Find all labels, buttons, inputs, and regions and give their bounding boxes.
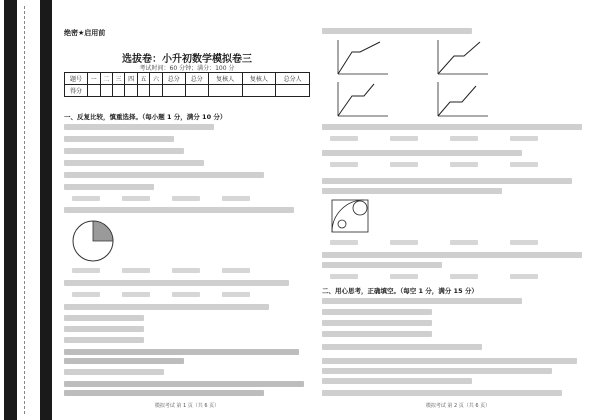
section-2-heading: 二、用心思考，正确填空。（每空 1 分，满分 15 分） xyxy=(322,287,478,295)
page-1 xyxy=(62,0,312,420)
score-cell: 四 xyxy=(125,73,137,85)
score-cell: 总分人 xyxy=(276,73,310,85)
confidential-label: 绝密★启用前 xyxy=(64,29,106,37)
option-line xyxy=(64,326,144,332)
option-line xyxy=(64,337,144,343)
question-9-line xyxy=(322,188,502,194)
question-2-line xyxy=(64,207,294,213)
exam-subtitle: 考试时间：60 分钟；满分：100 分 xyxy=(139,65,235,72)
question-1-line xyxy=(64,184,154,190)
question-14-line xyxy=(322,390,562,396)
question-1-line xyxy=(64,148,184,154)
question-12-line xyxy=(322,344,482,350)
score-cell: 总分 xyxy=(185,73,208,85)
question-6-line xyxy=(64,390,264,396)
option-line xyxy=(64,369,164,375)
question-10-line xyxy=(322,252,582,258)
score-table-header-row xyxy=(65,73,310,85)
question-3-line xyxy=(64,280,289,286)
score-cell: 一 xyxy=(88,73,100,85)
binding-band-right xyxy=(40,0,52,420)
square-circle-figure xyxy=(330,198,372,234)
question-10-line xyxy=(322,262,442,268)
graph-a xyxy=(330,38,390,78)
page-2 xyxy=(320,0,596,420)
question-13-line xyxy=(322,368,552,374)
question-line xyxy=(322,28,472,34)
question-9-line xyxy=(322,178,572,184)
score-cell: 五 xyxy=(137,73,149,85)
question-13-line xyxy=(322,358,577,364)
graph-c xyxy=(330,80,390,120)
binding-band-left xyxy=(4,0,17,420)
score-table-score-row xyxy=(65,85,310,97)
score-row-label: 得分 xyxy=(65,85,88,97)
question-11-line xyxy=(322,309,432,315)
cut-line xyxy=(24,6,25,414)
question-6-line xyxy=(64,381,304,387)
section-1-heading: 一、反复比较，慎重选择。（每小题 1 分，满分 10 分） xyxy=(64,113,227,121)
score-cell: 二 xyxy=(100,73,112,85)
score-cell: 三 xyxy=(112,73,124,85)
question-5-line xyxy=(64,349,299,355)
page-footer: 模拟考试 第 1 页（共 6 页） xyxy=(154,403,220,409)
question-1-line xyxy=(64,160,204,166)
score-table xyxy=(64,72,310,97)
question-1-line xyxy=(64,124,214,130)
question-1-line xyxy=(64,172,264,178)
question-7-line xyxy=(322,124,582,130)
graph-d xyxy=(430,80,490,120)
graph-b xyxy=(430,38,490,78)
question-1-line xyxy=(64,136,174,142)
question-5-line xyxy=(64,358,184,364)
exam-title: 选拔卷：小升初数学模拟卷三 xyxy=(122,54,252,65)
binding-margin xyxy=(0,0,60,420)
question-11-line xyxy=(322,320,432,326)
score-cell: 六 xyxy=(150,73,162,85)
page-footer: 模拟考试 第 2 页（共 6 页） xyxy=(425,403,491,409)
score-cell: 总分 xyxy=(162,73,185,85)
question-11-line xyxy=(322,331,432,337)
score-cell: 题号 xyxy=(65,73,88,85)
question-8-line xyxy=(322,150,522,156)
question-11-line xyxy=(322,298,522,304)
option-line xyxy=(64,315,144,321)
score-cell: 复核人 xyxy=(208,73,242,85)
pie-figure xyxy=(70,218,116,264)
score-cell: 复核人 xyxy=(242,73,276,85)
question-4-line xyxy=(64,304,269,310)
question-13-line xyxy=(322,378,472,384)
